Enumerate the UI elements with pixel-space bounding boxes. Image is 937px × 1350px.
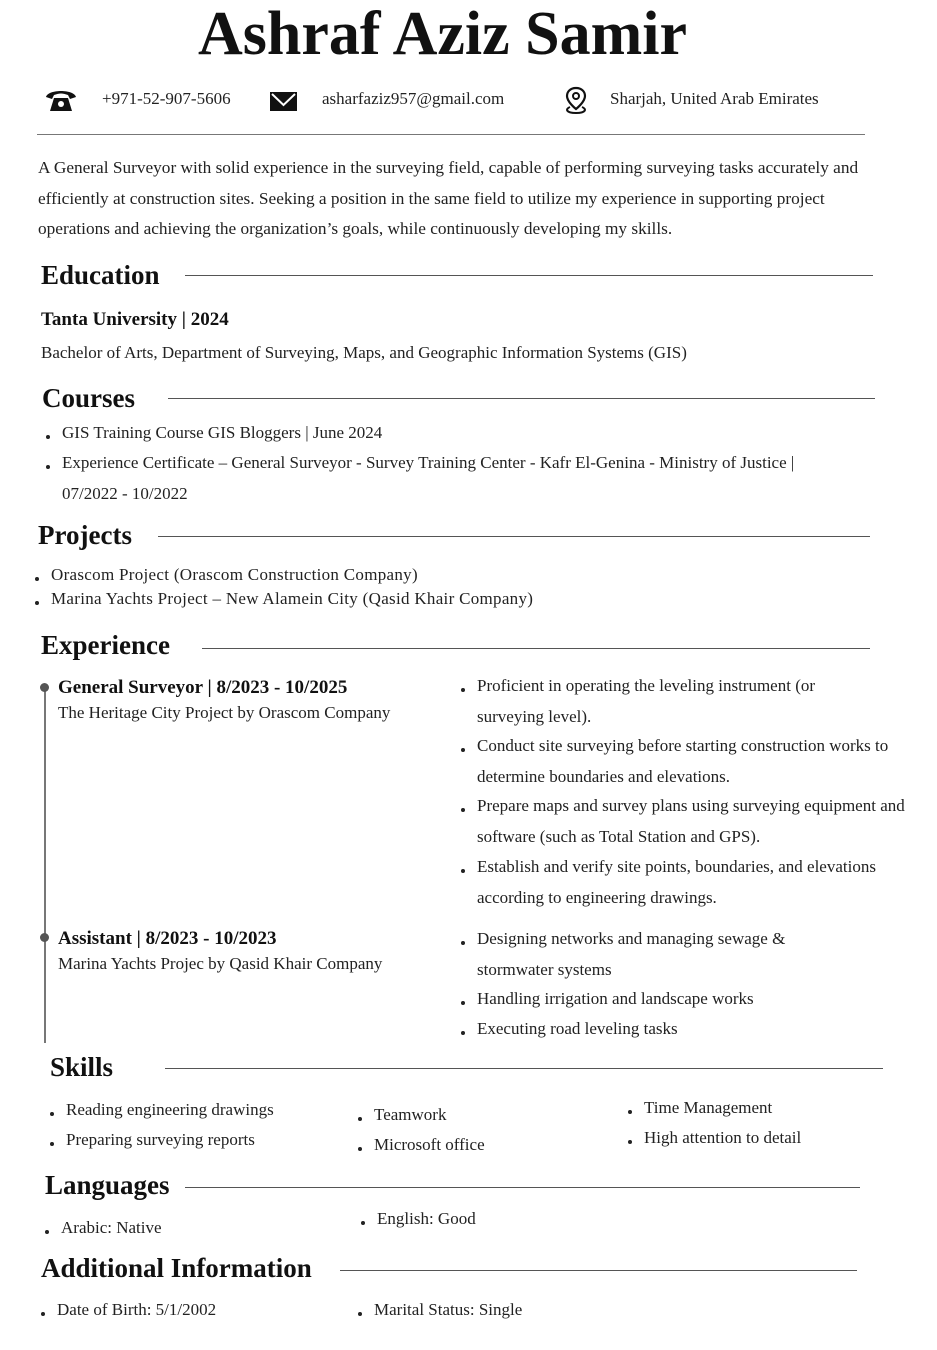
section-divider: [168, 398, 875, 399]
bullet: [35, 601, 39, 605]
course-item: GIS Training Course GIS Bloggers | June 2024: [62, 423, 383, 442]
job-duty: Conduct site surveying before starting construction works to determine boundaries and elevations.: [477, 736, 889, 786]
language-item: English: Good: [377, 1209, 476, 1228]
bullet: [461, 941, 465, 945]
section-divider: [158, 536, 870, 537]
skill-item: Preparing surveying reports: [66, 1130, 255, 1149]
education-degree: Bachelor of Arts, Department of Surveying, Maps, and Geographic Information Systems (GIS): [41, 343, 687, 362]
language-item: Arabic: Native: [61, 1218, 162, 1237]
bullet: [358, 1312, 362, 1316]
skill-item: High attention to detail: [644, 1128, 802, 1147]
section-divider: [165, 1068, 883, 1069]
bullet: [461, 748, 465, 752]
candidate-name: Ashraf Aziz Samir: [197, 0, 688, 68]
job-title: General Surveyor | 8/2023 - 10/2025: [58, 677, 348, 698]
bullet: [461, 869, 465, 873]
job-duty: Handling irrigation and landscape works: [477, 989, 754, 1008]
section-divider: [185, 1187, 860, 1188]
summary: A General Surveyor with solid experience in the surveying field, capable of performing surveying tasks accurately and efficiently at construction sites. Seeking a position in the same field to utilize my experience in supporting project operations and achieving the organization’s goals, while continuously developing my skills.: [38, 158, 859, 238]
skills-heading: Skills: [50, 1052, 114, 1082]
bullet: [35, 577, 39, 581]
languages-heading: Languages: [45, 1170, 170, 1200]
skill-item: Reading engineering drawings: [66, 1100, 274, 1119]
education-heading: Education: [41, 260, 160, 290]
location: Sharjah, United Arab Emirates: [610, 89, 819, 108]
projects-heading: Projects: [38, 520, 132, 550]
job-company: Marina Yachts Projec by Qasid Khair Company: [58, 954, 383, 973]
bullet: [628, 1110, 632, 1114]
bullet: [361, 1221, 365, 1225]
job-duty: Executing road leveling tasks: [477, 1019, 678, 1038]
bullet: [461, 808, 465, 812]
bullet: [461, 1001, 465, 1005]
bullet: [46, 465, 50, 469]
project-item: Orascom Project (Orascom Construction Company): [51, 565, 418, 584]
courses-heading: Courses: [42, 383, 135, 413]
phone-number[interactable]: +971-52-907-5606: [102, 89, 231, 108]
bullet: [358, 1147, 362, 1151]
section-divider: [185, 275, 873, 276]
job-title: Assistant | 8/2023 - 10/2023: [58, 928, 277, 949]
bullet: [50, 1142, 54, 1146]
job-duty: Proficient in operating the leveling instrument (or surveying level).: [477, 676, 816, 726]
skill-item: Time Management: [644, 1098, 773, 1117]
additional-item: Date of Birth: 5/1/2002: [57, 1300, 217, 1319]
education-school: Tanta University | 2024: [41, 309, 229, 330]
bullet: [461, 688, 465, 692]
job-duty: Designing networks and managing sewage & stormwater systems: [477, 929, 786, 979]
timeline-line: [44, 688, 46, 1043]
bullet: [358, 1117, 362, 1121]
header-divider: [37, 134, 865, 135]
job-company: The Heritage City Project by Orascom Company: [58, 703, 391, 722]
course-item: Experience Certificate – General Surveyor - Survey Training Center - Kafr El-Genina - Ministry of Justice | 07/2022 - 10/2022: [62, 453, 795, 503]
skill-item: Teamwork: [374, 1105, 447, 1124]
bullet: [461, 1031, 465, 1035]
email-address[interactable]: asharfaziz957@gmail.com: [322, 89, 505, 108]
bullet: [46, 435, 50, 439]
bullet: [50, 1112, 54, 1116]
project-item: Marina Yachts Project – New Alamein City (Qasid Khair Company): [51, 589, 534, 608]
skill-item: Microsoft office: [374, 1135, 485, 1154]
job-duty: Establish and verify site points, boundaries, and elevations according to engineering drawings.: [477, 857, 876, 907]
additional-item: Marital Status: Single: [374, 1300, 523, 1319]
timeline-dot: [40, 683, 49, 692]
timeline-dot: [40, 933, 49, 942]
phone-icon: [44, 88, 78, 112]
experience-heading: Experience: [41, 630, 170, 660]
additional-heading: Additional Information: [41, 1253, 312, 1283]
bullet: [45, 1230, 49, 1234]
job-duty: Prepare maps and survey plans using surveying equipment and software (such as Total Station and GPS).: [477, 796, 905, 846]
location-pin-icon: [563, 86, 589, 116]
bullet: [628, 1140, 632, 1144]
email-icon: [270, 92, 297, 111]
bullet: [41, 1312, 45, 1316]
section-divider: [340, 1270, 857, 1271]
section-divider: [202, 648, 870, 649]
